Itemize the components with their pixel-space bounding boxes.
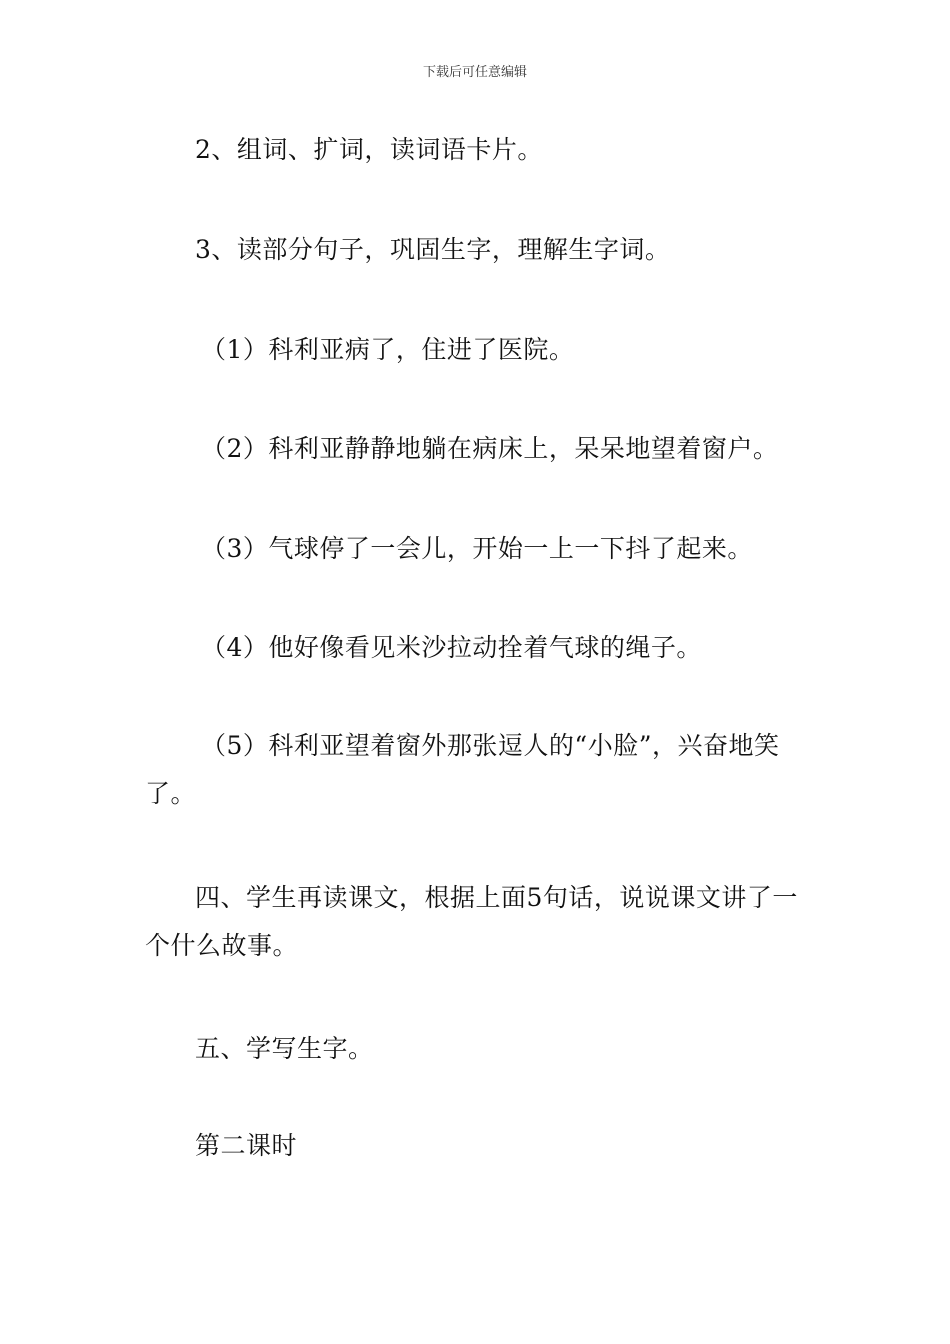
sentence-2: （2）科利亚静静地躺在病床上，呆呆地望着窗户。 xyxy=(201,434,779,463)
paragraph-retell-story: 四、学生再读课文，根据上面5句话，说说课文讲了一个什么故事。 xyxy=(145,883,798,960)
sentence-5: （5）科利亚望着窗外那张逗人的“小脸”，兴奋地笑了。 xyxy=(145,731,780,808)
section-title-second-lesson: 第二课时 xyxy=(195,1131,298,1160)
paragraph-group-words: 2、组词、扩词，读词语卡片。 xyxy=(195,135,543,164)
sentence-1: （1）科利亚病了，住进了医院。 xyxy=(201,335,575,364)
sentence-3: （3）气球停了一会儿，开始一上一下抖了起来。 xyxy=(201,534,753,563)
paragraph-read-sentences: 3、读部分句子，巩固生字，理解生字词。 xyxy=(195,235,671,264)
sentence-4: （4）他好像看见米沙拉动拴着气球的绳子。 xyxy=(201,633,702,662)
page-header: 下载后可任意编辑 xyxy=(422,65,527,80)
paragraph-write-characters: 五、学写生字。 xyxy=(195,1034,374,1063)
